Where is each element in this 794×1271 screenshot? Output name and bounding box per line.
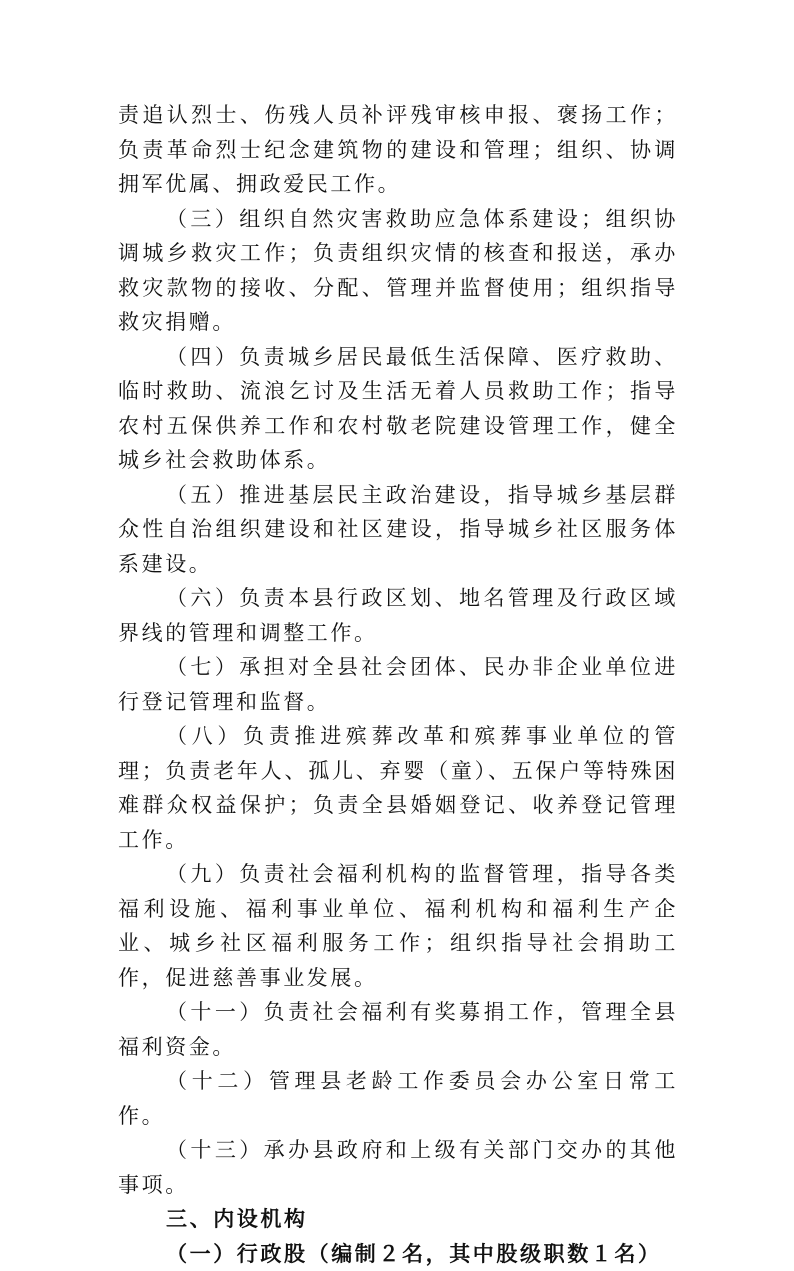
paragraph-item-6: （六）负责本县行政区划、地名管理及行政区域界线的管理和调整工作。 [118, 581, 678, 650]
paragraph-item-7: （七）承担对全县社会团体、民办非企业单位进行登记管理和监督。 [118, 650, 678, 719]
subsection-heading: （一）行政股（编制２名，其中股级职数１名） [118, 1237, 678, 1271]
paragraph-item-11: （十一）负责社会福利有奖募捐工作，管理全县福利资金。 [118, 995, 678, 1064]
paragraph-item-4: （四）负责城乡居民最低生活保障、医疗救助、临时救助、流浪乞讨及生活无着人员救助工作；指导农村五保供养工作和农村敬老院建设管理工作，健全城乡社会救助体系。 [118, 340, 678, 478]
document-body [118, 98, 678, 1271]
paragraph-item-5: （五）推进基层民主政治建设，指导城乡基层群众性自治组织建设和社区建设，指导城乡社区服务体系建设。 [118, 478, 678, 582]
paragraph-item-3: （三）组织自然灾害救助应急体系建设；组织协调城乡救灾工作；负责组织灾情的核查和报送，承办救灾款物的接收、分配、管理并监督使用；组织指导救灾捐赠。 [118, 202, 678, 340]
paragraph-item-9: （九）负责社会福利机构的监督管理，指导各类福利设施、福利事业单位、福利机构和福利生产企业、城乡社区福利服务工作；组织指导社会捐助工作，促进慈善事业发展。 [118, 857, 678, 995]
paragraph-item-8: （八）负责推进殡葬改革和殡葬事业单位的管理；负责老年人、孤儿、弃婴（童）、五保户等特殊困难群众权益保护；负责全县婚姻登记、收养登记管理工作。 [118, 719, 678, 857]
paragraph-item-12: （十二）管理县老龄工作委员会办公室日常工作。 [118, 1064, 678, 1133]
section-heading: 三、内设机构 [118, 1202, 678, 1237]
paragraph-item-13: （十三）承办县政府和上级有关部门交办的其他事项。 [118, 1133, 678, 1202]
paragraph-continuation: 责追认烈士、伤残人员补评残审核申报、褒扬工作；负责革命烈士纪念建筑物的建设和管理；组织、协调拥军优属、拥政爱民工作。 [118, 98, 678, 202]
